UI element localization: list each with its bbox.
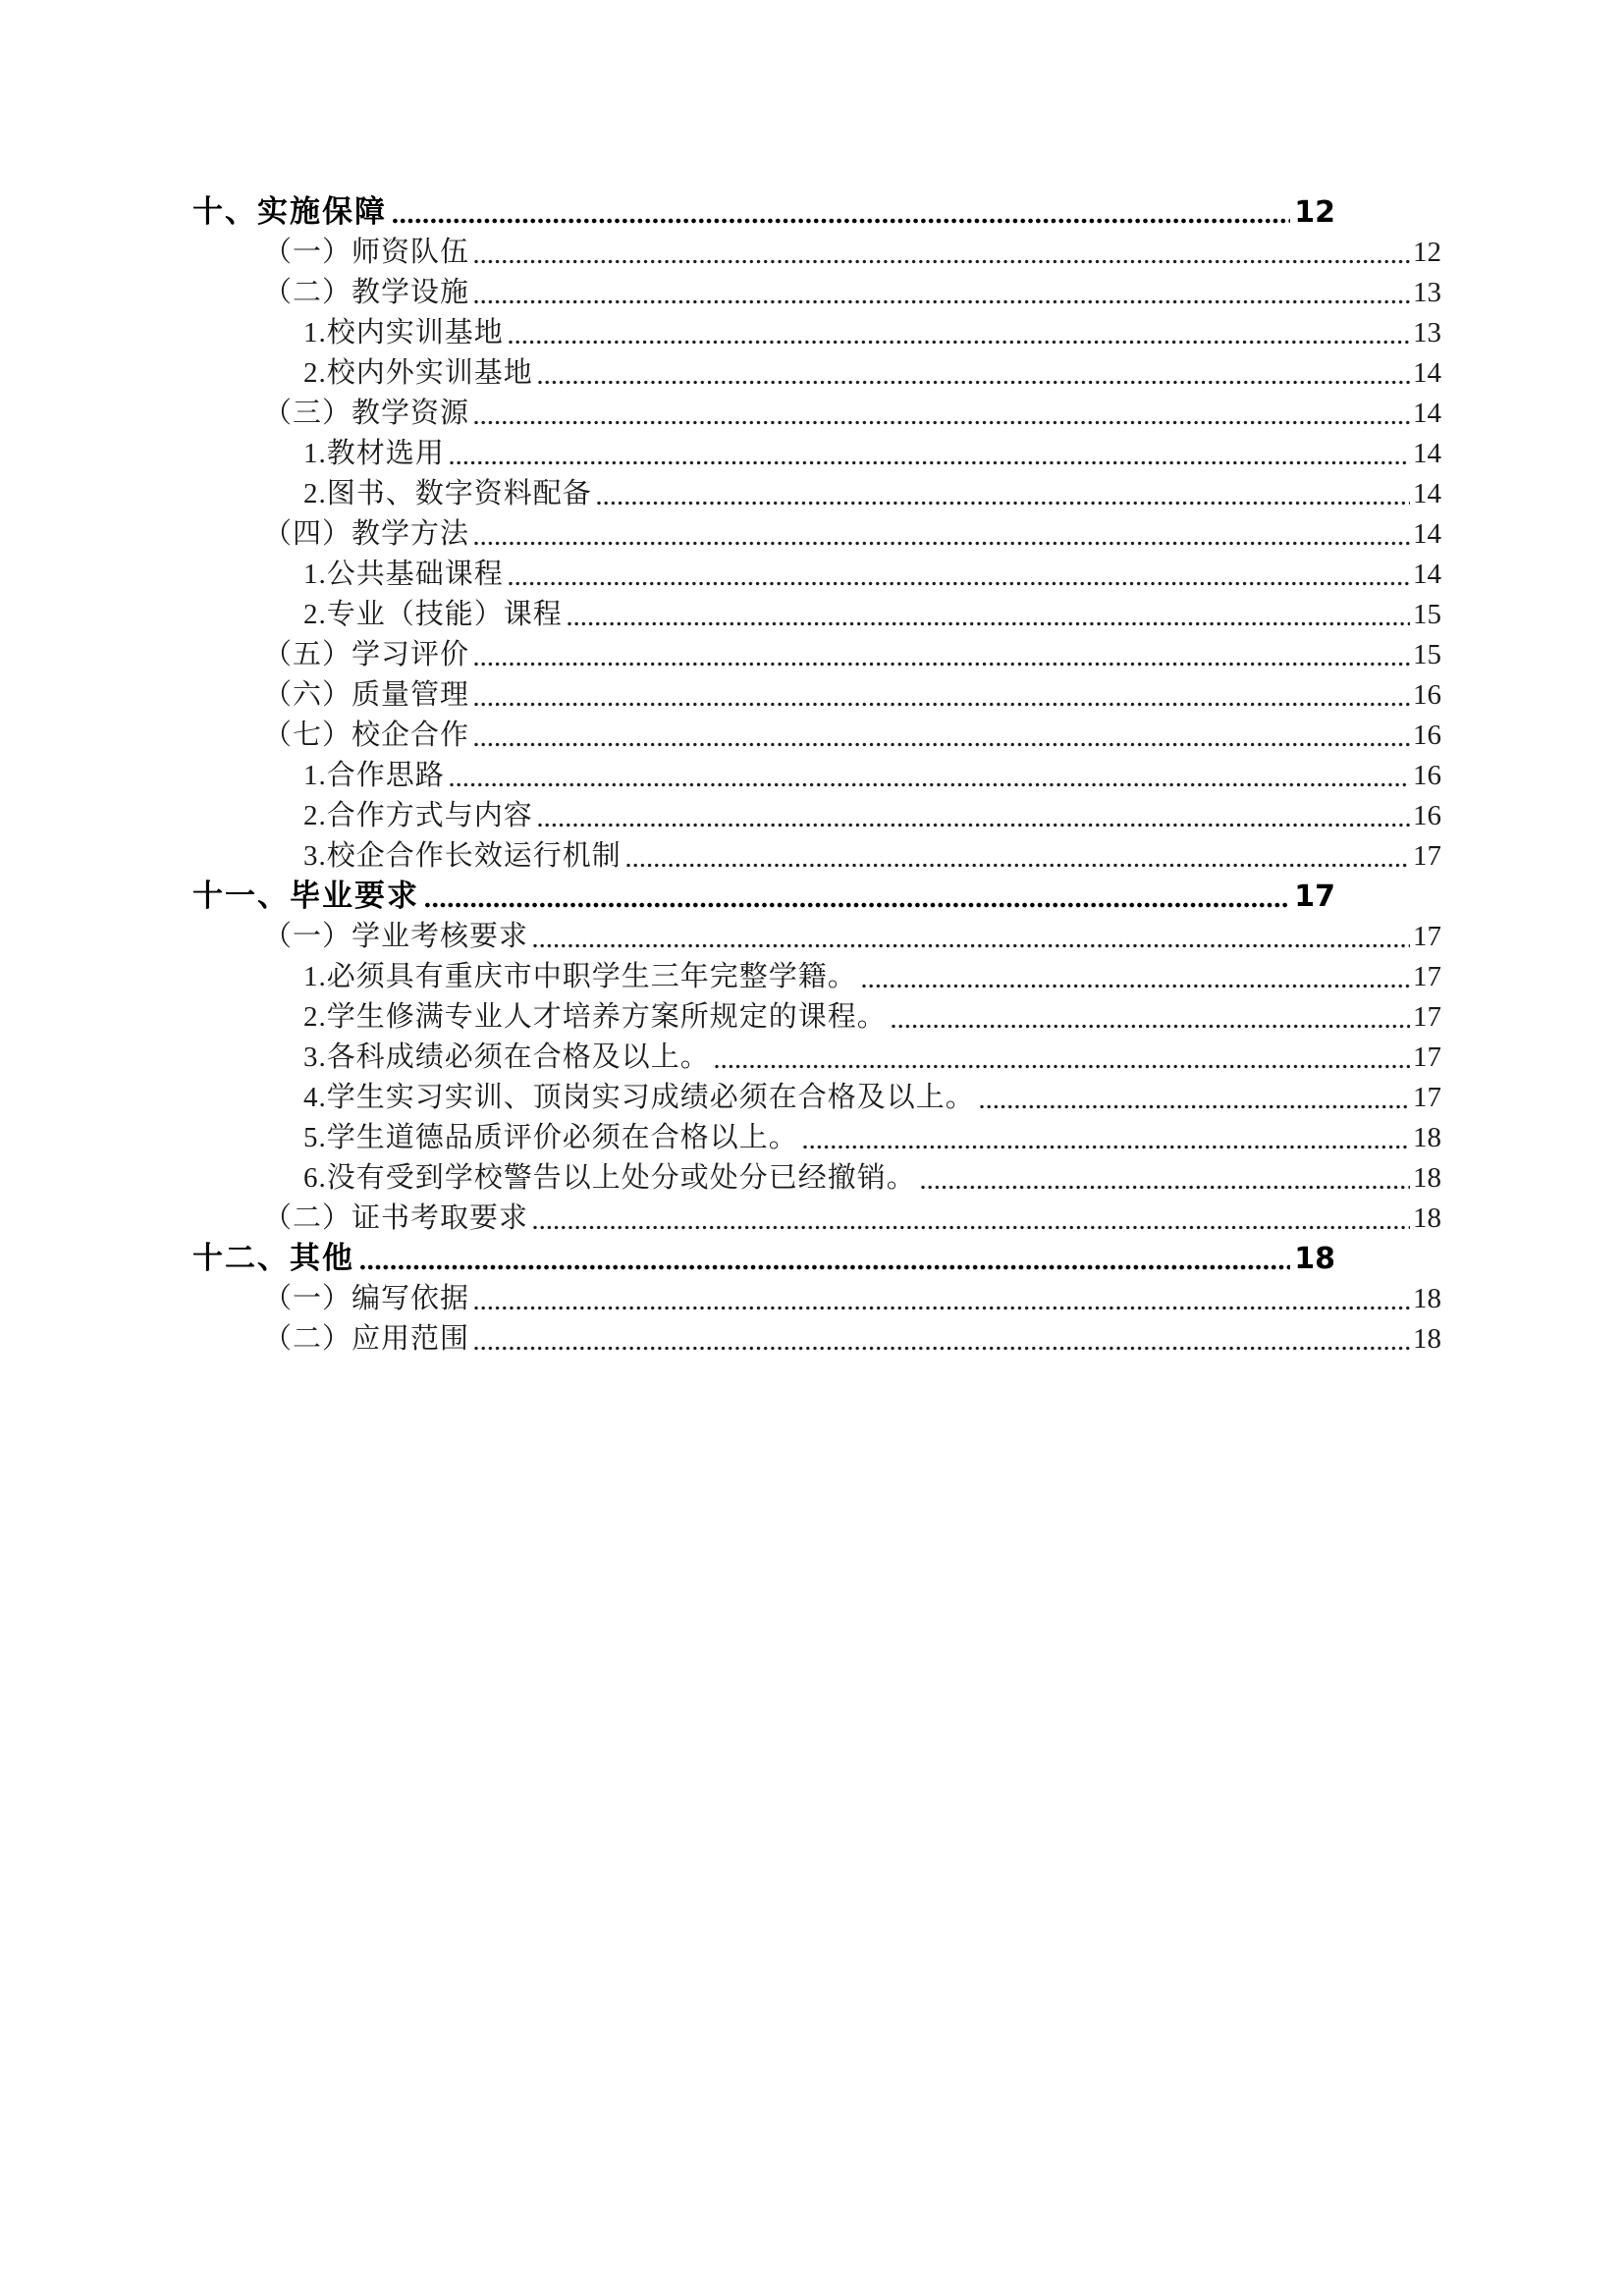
dot-leader-icon — [597, 501, 1410, 506]
toc-entry-title: 1.必须具有重庆市中职学生三年完整学籍。 — [303, 961, 857, 992]
toc-entry[interactable] — [192, 595, 1441, 635]
toc-entry-title: 2.图书、数字资料配备 — [303, 478, 592, 509]
toc-entry-page: 17 — [1413, 840, 1441, 872]
toc-entry[interactable] — [192, 675, 1441, 716]
dot-leader-icon — [892, 1024, 1410, 1029]
toc-entry-title: 2.合作方式与内容 — [303, 800, 533, 831]
toc-entry-title: 6.没有受到学校警告以上处分或处分已经撤销。 — [303, 1162, 916, 1194]
dot-leader-icon — [474, 259, 1410, 264]
toc-entry-title: （二）教学设施 — [263, 277, 470, 308]
dot-leader-icon — [862, 984, 1410, 988]
toc-entry[interactable] — [192, 313, 1441, 353]
toc-entry-title: 1.合作思路 — [303, 760, 445, 791]
toc-entry[interactable] — [192, 233, 1441, 273]
toc-entry-page: 14 — [1413, 398, 1441, 429]
dot-leader-icon — [533, 943, 1410, 948]
toc-entry-title: 4.学生实习实训、顶岗实习成绩必须在合格及以上。 — [303, 1082, 975, 1113]
toc-entry[interactable] — [192, 474, 1441, 514]
toc-entry[interactable] — [192, 836, 1441, 877]
toc-entry-title: （七）校企合作 — [263, 720, 470, 751]
toc-entry-page: 16 — [1413, 679, 1441, 711]
toc-entry[interactable] — [192, 1319, 1441, 1360]
toc-entry-title: （一）师资队伍 — [263, 237, 470, 268]
toc-entry-page: 12 — [1413, 237, 1441, 268]
dot-leader-icon — [474, 420, 1410, 425]
toc-entry-page: 13 — [1413, 317, 1441, 348]
toc-entry-page: 18 — [1413, 1283, 1441, 1314]
toc-entry-title: （四）教学方法 — [263, 518, 470, 550]
toc-entry-page: 18 — [1413, 1202, 1441, 1234]
toc-entry[interactable] — [192, 394, 1441, 434]
dot-leader-icon — [360, 1264, 1290, 1270]
toc-entry-page: 18 — [1294, 1242, 1335, 1276]
toc-entry-title: 1.校内实训基地 — [303, 317, 504, 348]
dot-leader-icon — [474, 1306, 1410, 1310]
toc-entry[interactable] — [192, 1118, 1441, 1158]
toc-entry[interactable] — [192, 1279, 1441, 1319]
toc-entry[interactable] — [192, 1199, 1441, 1239]
toc-entry-page: 18 — [1413, 1122, 1441, 1153]
dot-leader-icon — [474, 541, 1410, 546]
toc-entry[interactable] — [192, 514, 1441, 555]
toc-entry[interactable] — [192, 716, 1441, 756]
toc-entry-page: 14 — [1413, 559, 1441, 590]
toc-entry-page: 14 — [1413, 518, 1441, 550]
toc-entry-title: 2.专业（技能）课程 — [303, 599, 563, 630]
dot-leader-icon — [568, 621, 1410, 626]
toc-entry[interactable] — [192, 273, 1441, 313]
toc-entry-page: 17 — [1413, 1001, 1441, 1033]
toc-entry-title: （一）学业考核要求 — [263, 921, 529, 952]
toc-entry-title: （二）证书考取要求 — [263, 1202, 529, 1234]
toc-entry-page: 14 — [1413, 478, 1441, 509]
toc-entry-page: 17 — [1413, 921, 1441, 952]
toc-entry[interactable] — [192, 1158, 1441, 1199]
toc-entry-page: 15 — [1413, 639, 1441, 670]
toc-entry-title: （六）质量管理 — [263, 679, 470, 711]
dot-leader-icon — [425, 902, 1290, 908]
toc-entry[interactable] — [192, 997, 1441, 1038]
toc-entry[interactable] — [192, 434, 1441, 474]
toc-entry-page: 13 — [1413, 277, 1441, 308]
toc-entry[interactable] — [192, 192, 1335, 233]
dot-leader-icon — [474, 299, 1410, 304]
toc-entry-page: 17 — [1413, 961, 1441, 992]
toc-entry-page: 14 — [1413, 357, 1441, 389]
toc-entry[interactable] — [192, 353, 1441, 394]
toc-entry-title: 2.校内外实训基地 — [303, 357, 533, 389]
toc-entry[interactable] — [192, 1078, 1441, 1118]
toc-entry-page: 17 — [1294, 880, 1335, 914]
toc-entry[interactable] — [192, 917, 1441, 957]
toc-entry-title: （三）教学资源 — [263, 398, 470, 429]
toc-entry-page: 12 — [1294, 195, 1335, 230]
toc-entry-page: 16 — [1413, 800, 1441, 831]
toc-entry-title: 2.学生修满专业人才培养方案所规定的课程。 — [303, 1001, 887, 1033]
dot-leader-icon — [474, 1346, 1410, 1351]
toc-entry-page: 15 — [1413, 599, 1441, 630]
toc-entry-title: （五）学习评价 — [263, 639, 470, 670]
dot-leader-icon — [803, 1145, 1410, 1149]
dot-leader-icon — [533, 1225, 1410, 1230]
toc-entry[interactable] — [192, 1239, 1335, 1279]
toc-entry[interactable] — [192, 957, 1441, 997]
dot-leader-icon — [474, 742, 1410, 747]
toc-entry[interactable] — [192, 796, 1441, 836]
toc-list — [192, 192, 1441, 1360]
toc-entry-page: 17 — [1413, 1082, 1441, 1113]
toc-entry-page: 18 — [1413, 1162, 1441, 1194]
toc-entry[interactable] — [192, 555, 1441, 595]
dot-leader-icon — [450, 782, 1410, 787]
toc-entry[interactable] — [192, 877, 1335, 917]
toc-entry-title: 十、实施保障 — [192, 194, 387, 230]
toc-entry-page: 18 — [1413, 1323, 1441, 1355]
toc-entry-title: （二）应用范围 — [263, 1323, 470, 1355]
toc-entry-page: 16 — [1413, 760, 1441, 791]
dot-leader-icon — [980, 1104, 1410, 1109]
dot-leader-icon — [474, 702, 1410, 707]
toc-entry-page: 17 — [1413, 1041, 1441, 1073]
toc-entry-title: 十一、毕业要求 — [192, 879, 419, 914]
dot-leader-icon — [509, 340, 1410, 345]
toc-entry-title: 3.各科成绩必须在合格及以上。 — [303, 1041, 710, 1073]
dot-leader-icon — [538, 823, 1410, 828]
toc-entry-page: 14 — [1413, 438, 1441, 469]
dot-leader-icon — [538, 380, 1410, 385]
dot-leader-icon — [393, 218, 1290, 224]
toc-entry[interactable] — [192, 1038, 1441, 1078]
toc-entry[interactable] — [192, 756, 1441, 796]
toc-entry-page: 16 — [1413, 720, 1441, 751]
dot-leader-icon — [450, 460, 1410, 465]
dot-leader-icon — [509, 581, 1410, 586]
dot-leader-icon — [626, 863, 1410, 868]
toc-entry-title: 3.校企合作长效运行机制 — [303, 840, 622, 872]
toc-page — [192, 192, 1441, 1360]
dot-leader-icon — [921, 1185, 1410, 1190]
toc-entry-title: 1.公共基础课程 — [303, 559, 504, 590]
toc-entry-title: 1.教材选用 — [303, 438, 445, 469]
dot-leader-icon — [474, 662, 1410, 667]
toc-entry-title: 5.学生道德品质评价必须在合格以上。 — [303, 1122, 798, 1153]
toc-entry-title: （一）编写依据 — [263, 1283, 470, 1314]
toc-entry[interactable] — [192, 635, 1441, 675]
toc-entry-title: 十二、其他 — [192, 1241, 354, 1276]
dot-leader-icon — [715, 1064, 1410, 1069]
